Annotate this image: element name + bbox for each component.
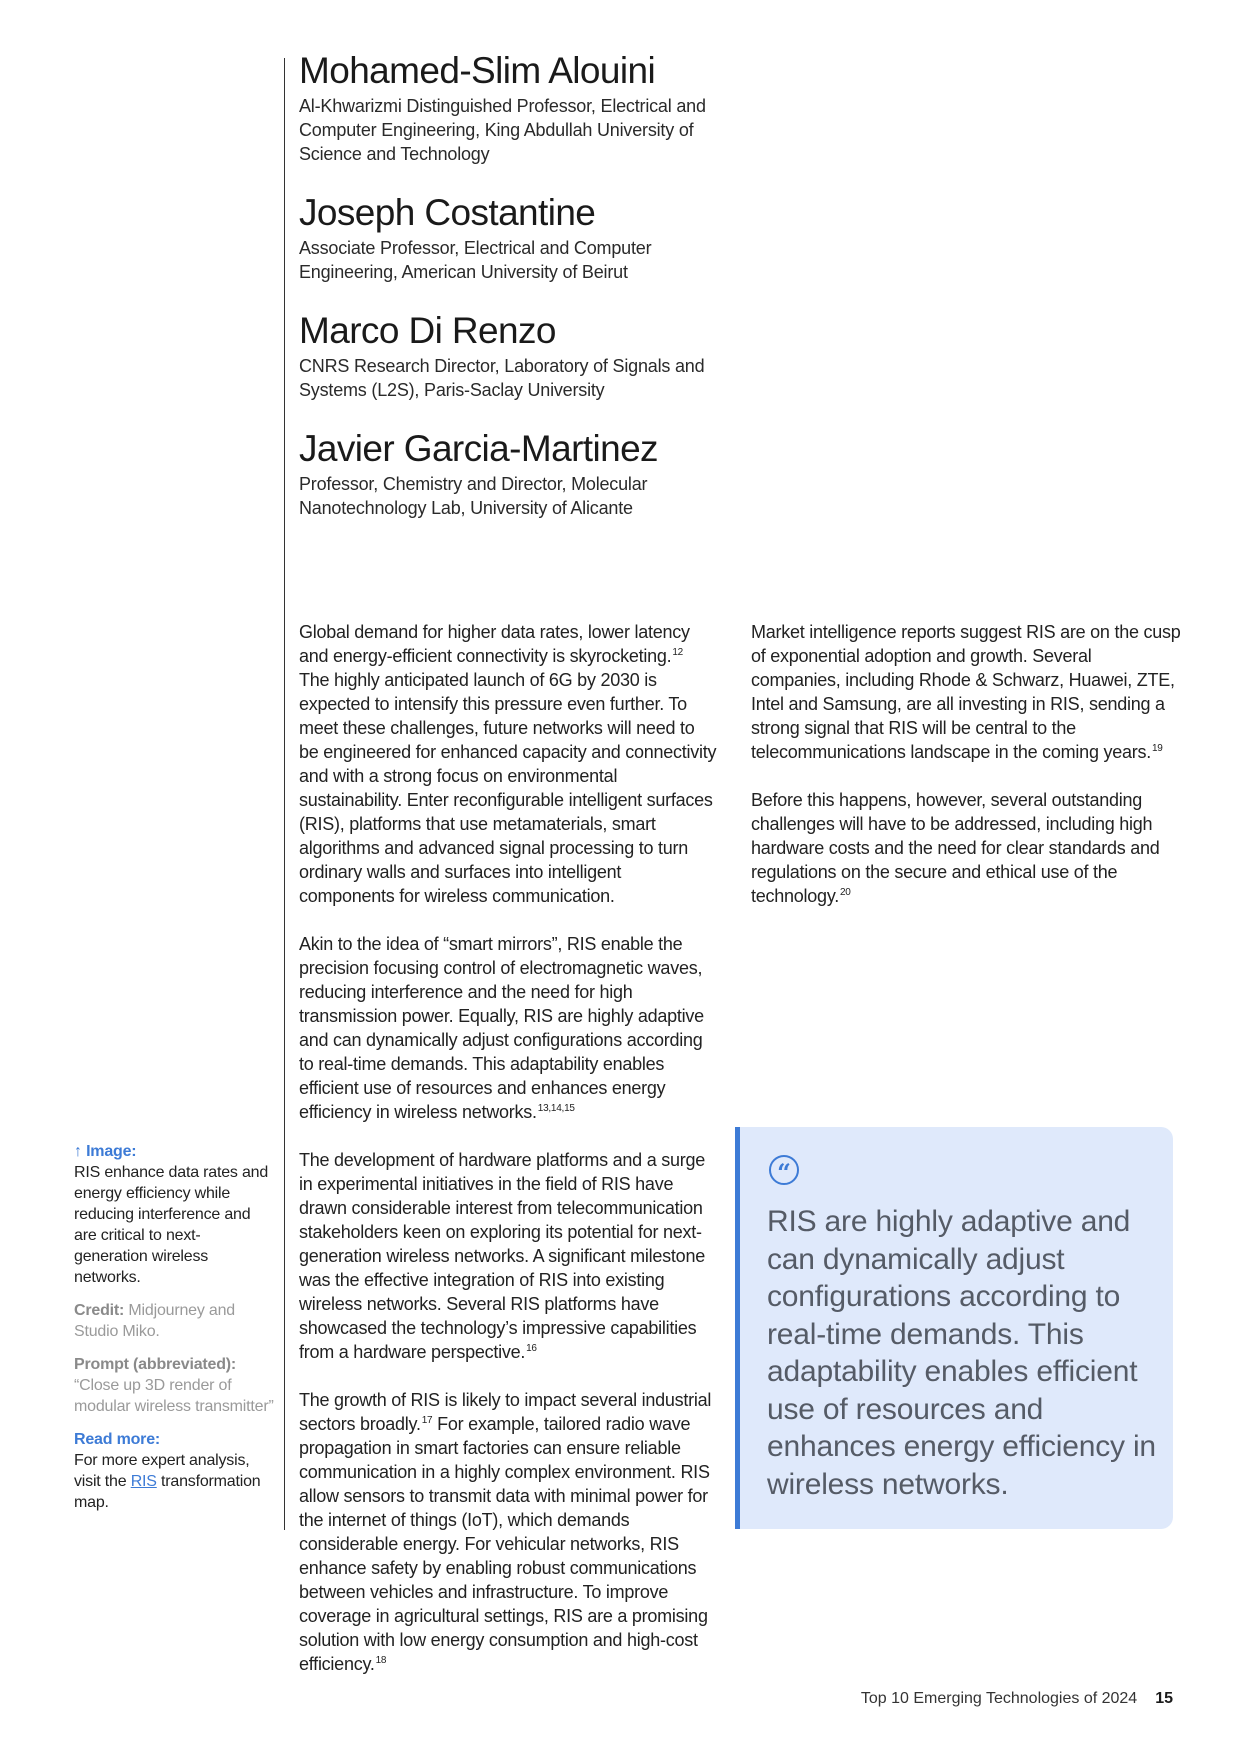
prompt-label: Prompt (abbreviated): [74, 1356, 237, 1373]
read-more: Read more: For more expert analysis, visit the RIS transformation map. [74, 1429, 274, 1513]
page-footer [861, 1689, 1173, 1709]
body-column-right [751, 620, 1183, 932]
body-column-left [299, 620, 717, 1700]
read-more-label: Read more: [74, 1431, 161, 1448]
credit-label: Credit: [74, 1302, 125, 1319]
footnote-ref[interactable]: 19 [1151, 743, 1163, 754]
footnote-ref[interactable]: 16 [526, 1343, 537, 1354]
body-paragraph: The development of hardware platforms and a surge in experimental initiatives in the field of RIS have drawn considerable interest from telecommunication stakeholders keen on exploring its potential for next-generation wireless networks. A significant milestone was the effective integration of RIS into existing wireless networks. Several RIS platforms have showcased the technology’s impressive capabilities from a hardware perspective.$^{16}$ [299, 1150, 705, 1362]
author-entry [299, 48, 739, 166]
quote-mark-icon: “ [769, 1155, 799, 1185]
author-role: Professor, Chemistry and Director, Molecular Nanotechnology Lab, University of Alicante [299, 474, 648, 518]
author-role: CNRS Research Director, Laboratory of Signals and Systems (L2S), Paris-Saclay University [299, 356, 705, 400]
footnote-ref[interactable]: 12 [672, 647, 683, 658]
credit-text: Midjourney and Studio Miko. [74, 1302, 236, 1340]
author-role: Al-Khwarizmi Distinguished Professor, Electrical and Computer Engineering, King Abdullah University of Science and Technology [299, 96, 706, 164]
footer-title: Top 10 Emerging Technologies of 2024 [860, 1690, 1138, 1707]
prompt-text: “Close up 3D render of modular wireless transmitter” [74, 1377, 274, 1415]
footnote-ref[interactable]: 20 [839, 887, 851, 898]
body-paragraph: Before this happens, however, several outstanding challenges will have to be addressed, including high hardware costs and the need for clear standards and regulations on the secure and ethical use of the technology.$^{20}$ [751, 790, 1160, 906]
page-number: 15 [1155, 1690, 1173, 1707]
author-role: Associate Professor, Electrical and Computer Engineering, American University of Beirut [299, 238, 652, 282]
author-entry [299, 426, 739, 520]
image-prompt [74, 1354, 274, 1417]
pull-quote-text: RIS are highly adaptive and can dynamically adjust configurations according to real-time demands. This adaptability enables efficient use of resources and enhances energy efficiency in wireless networks. [767, 1205, 1156, 1501]
author-name: Mohamed-Slim Alouini [299, 50, 656, 91]
author-entry [299, 308, 739, 402]
image-label: Image: [86, 1143, 137, 1160]
image-sidebar [74, 1141, 274, 1525]
author-name: Javier Garcia-Martinez [299, 428, 658, 469]
author-list [299, 48, 739, 544]
image-caption-text: RIS enhance data rates and energy efficiency while reducing interference and are critical to next-generation wireless networks. [74, 1164, 269, 1286]
body-paragraph: Market intelligence reports suggest RIS are on the cusp of exponential adoption and growth. Several companies, including Rhode & Schwarz, Huawei, ZTE, Intel and Samsung, are all investing in RIS, sending a strong signal that RIS will be central to the telecommunications landscape in the coming years.$^{19}$ [751, 622, 1181, 762]
pull-quote [735, 1127, 1173, 1529]
footnote-ref[interactable]: 17 [421, 1415, 433, 1426]
footnote-ref[interactable]: 18 [375, 1655, 387, 1666]
body-paragraph: The growth of RIS is likely to impact several industrial sectors broadly.$^{17}$ For example, tailored radio wave propagation in smart factories can ensure reliable communication in a highly complex environment. RIS allow sensors to transmit data with minimal power for the internet of things (IoT), which demands considerable energy. For vehicular networks, RIS enhance safety by enabling robust communications between vehicles and infrastructure. To improve coverage in agricultural settings, RIS are a promising solution with low energy consumption and high-cost efficiency.$^{18}$ [299, 1390, 712, 1674]
author-name: Joseph Costantine [299, 192, 596, 233]
arrow-up-icon: ↑ [74, 1143, 82, 1160]
footnote-ref[interactable]: 13,14,15 [537, 1103, 575, 1114]
author-name: Marco Di Renzo [299, 310, 556, 351]
author-entry [299, 190, 739, 284]
image-caption [74, 1141, 274, 1288]
vertical-rule [284, 58, 285, 1530]
body-paragraph: Akin to the idea of “smart mirrors”, RIS enable the precision focusing control of electromagnetic waves, reducing interference and the need for high transmission power. Equally, RIS are highly adaptive and can dynamically adjust configurations according to real-time demands. This adaptability enables efficient use of resources and enhances energy efficiency in wireless networks.$^{13,14,15}$ [299, 934, 704, 1122]
ris-transformation-map-link[interactable]: RIS [130, 1473, 157, 1490]
image-credit [74, 1300, 274, 1342]
body-paragraph: Global demand for higher data rates, lower latency and energy-efficient connectivity is skyrocketing.$^{12}$ The highly anticipated launch of 6G by 2030 is expected to intensify this pressure even further. To meet these challenges, future networks will need to be engineered for enhanced capacity and connectivity and with a strong focus on environmental sustainability. Enter reconfigurable intelligent surfaces (RIS), platforms that use metamaterials, smart algorithms and advanced signal processing to turn ordinary walls and surfaces into intelligent components for wireless communication. [299, 622, 717, 906]
